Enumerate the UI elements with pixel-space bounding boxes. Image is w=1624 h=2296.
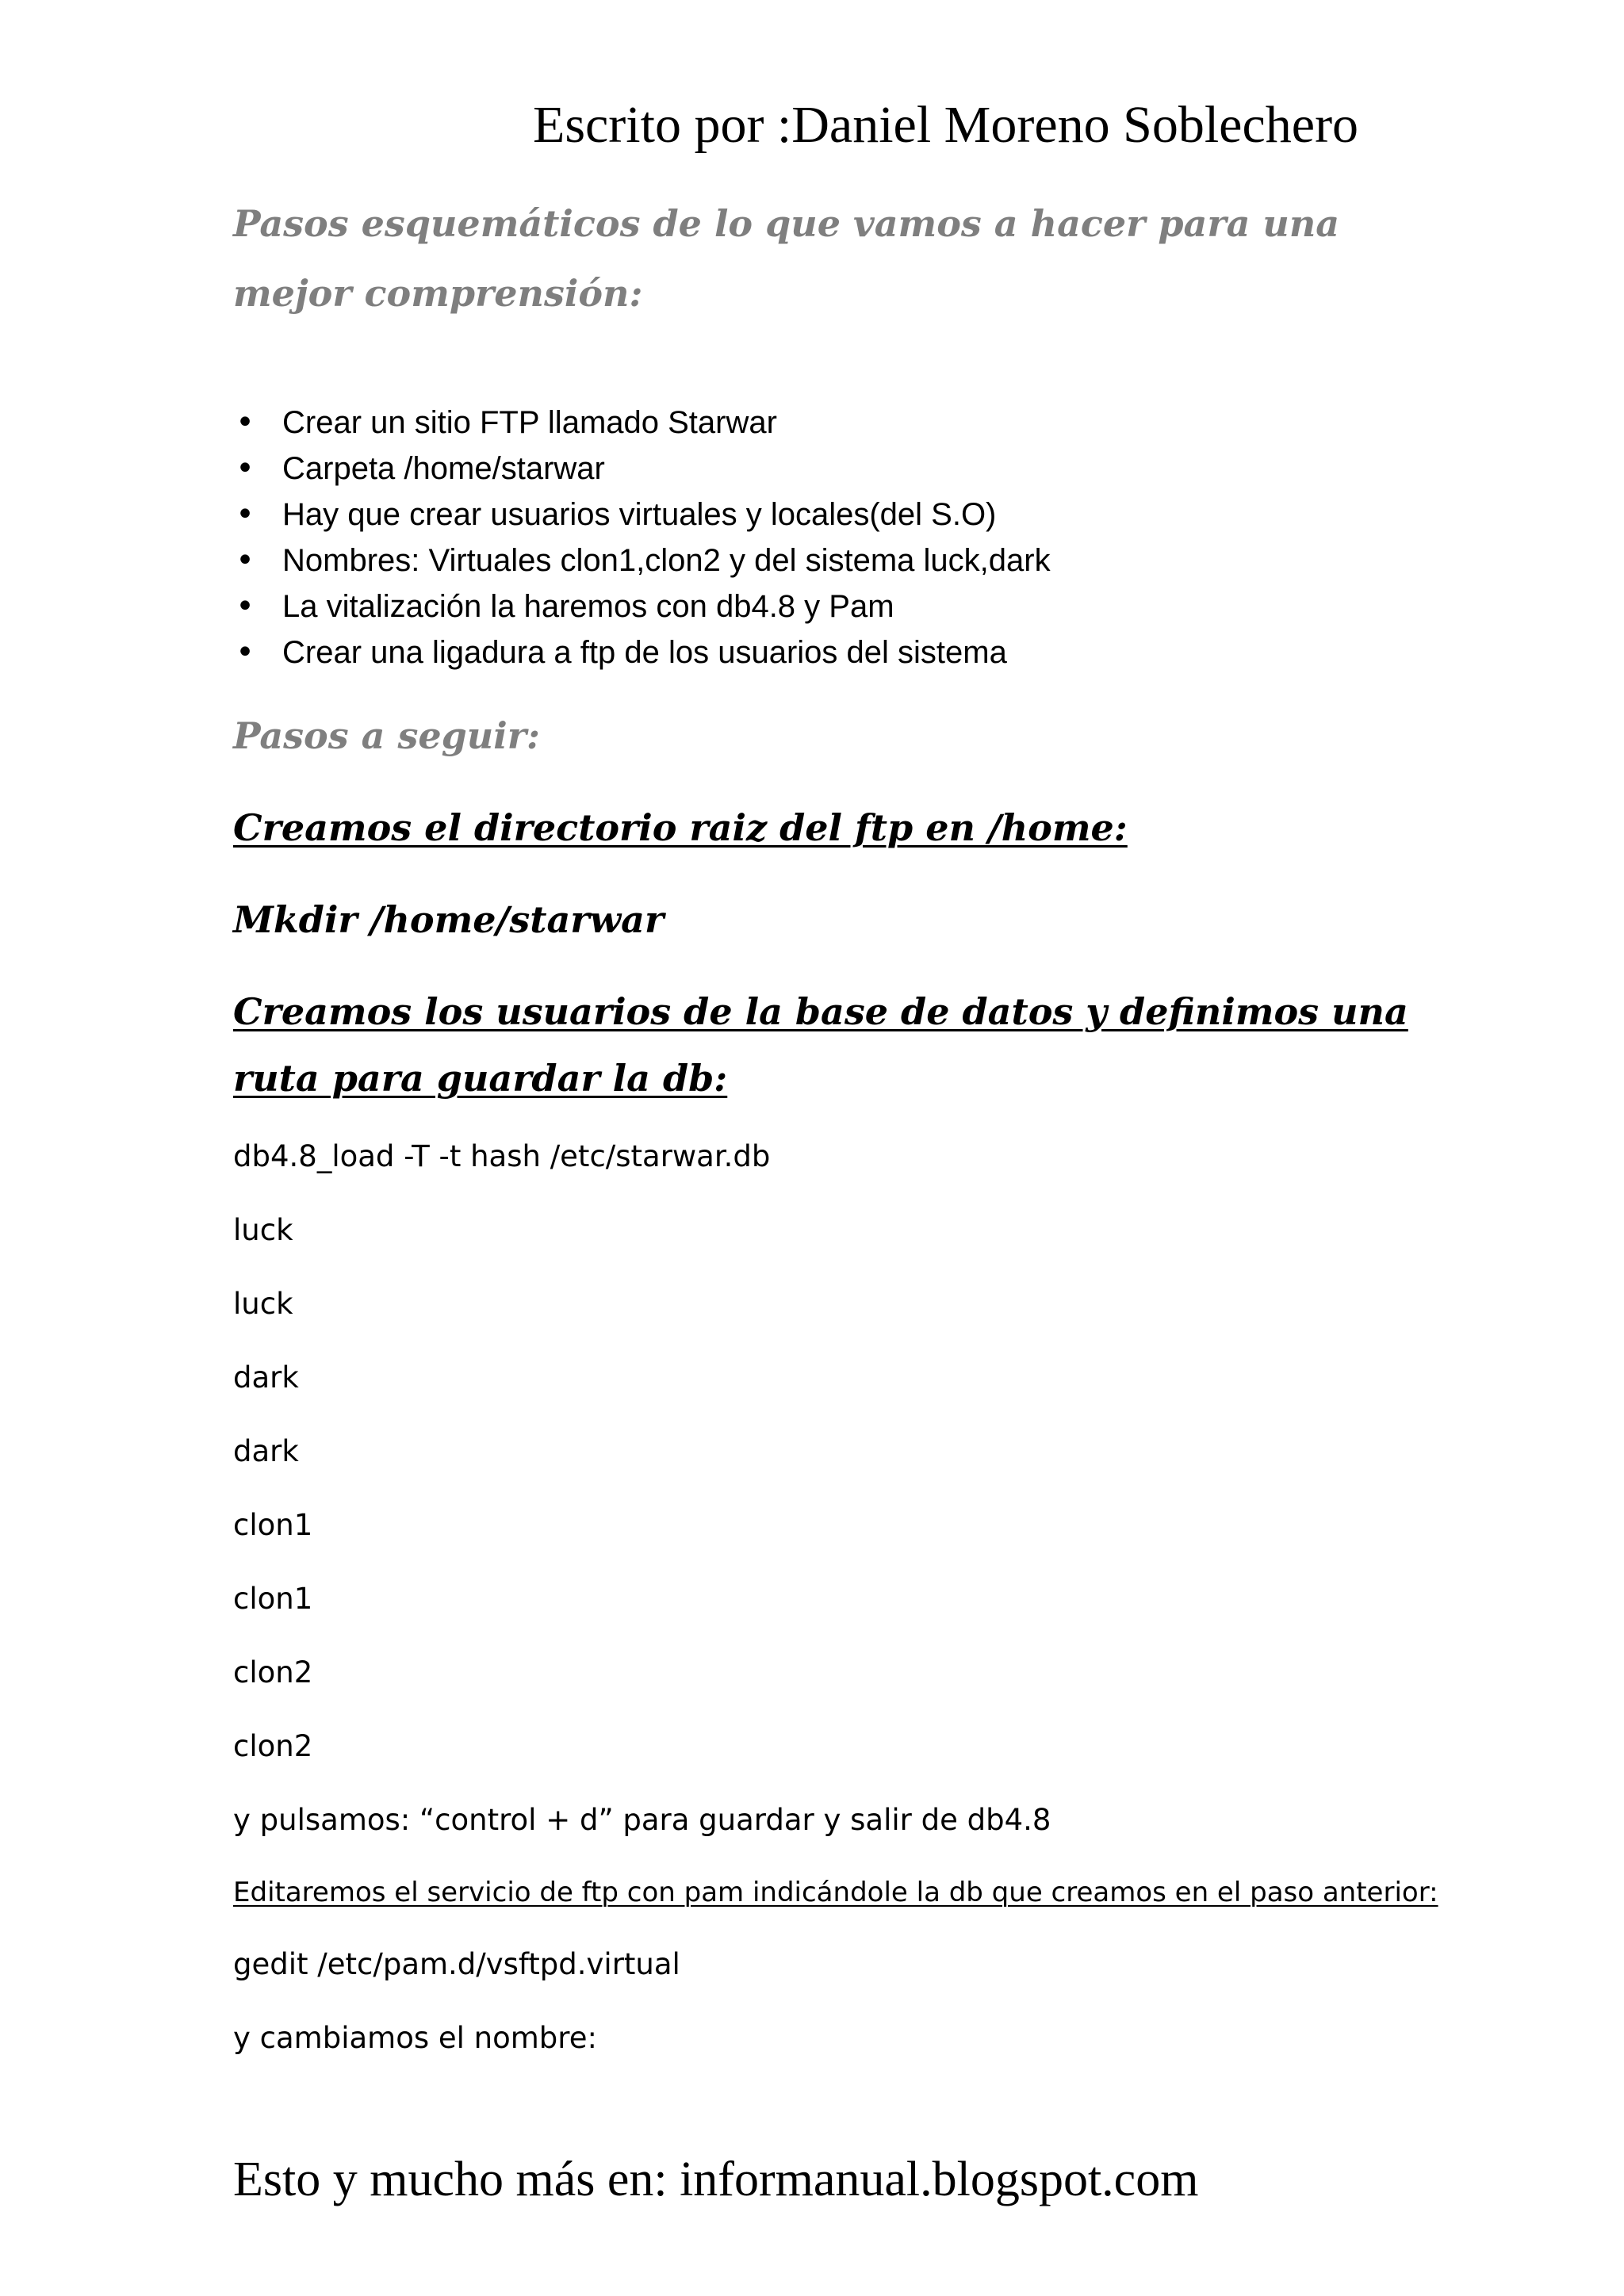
bullet-icon: • bbox=[236, 588, 255, 625]
gedit-command: gedit /etc/pam.d/vsftpd.virtual bbox=[233, 1947, 680, 1981]
bullet-icon: • bbox=[236, 496, 255, 533]
list-item bbox=[233, 538, 1051, 584]
pam-heading: Editaremos el servicio de ftp con pam indicándole la db que creamos en el paso anterior: bbox=[233, 1877, 1438, 1908]
create-users-heading-text: Creamos los usuarios de la base de datos y definimos una ruta para guardar la db: bbox=[233, 990, 1408, 1100]
list-item bbox=[233, 629, 1051, 675]
mkdir-command: Mkdir /home/starwar bbox=[233, 898, 665, 941]
list-item-text: Crear una ligadura a ftp de los usuarios del sistema bbox=[282, 635, 1007, 670]
summary-bullet-list bbox=[233, 400, 1051, 675]
footer-text: Esto y mucho más en: informanual.blogspot.com bbox=[233, 2152, 1199, 2206]
list-item-text: Nombres: Virtuales clon1,clon2 y del sistema luck,dark bbox=[282, 543, 1051, 578]
db-entry: clon2 bbox=[233, 1729, 313, 1763]
list-item bbox=[233, 446, 1051, 492]
bullet-icon: • bbox=[236, 450, 255, 487]
list-item bbox=[233, 584, 1051, 629]
create-dir-heading-text: Creamos el directorio raiz del ftp en /home: bbox=[233, 806, 1128, 849]
db-entry: clon1 bbox=[233, 1582, 313, 1616]
db-entry: luck bbox=[233, 1213, 293, 1247]
list-item-text: Carpeta /home/starwar bbox=[282, 451, 605, 486]
create-users-heading bbox=[233, 978, 1423, 1112]
author-header: Escrito por :Daniel Moreno Soblechero bbox=[533, 96, 1359, 154]
list-item bbox=[233, 400, 1051, 446]
save-note: y pulsamos: “control + d” para guardar y salir de db4.8 bbox=[233, 1803, 1051, 1837]
db-entry: clon2 bbox=[233, 1655, 313, 1689]
db-entry: luck bbox=[233, 1287, 293, 1321]
rename-note: y cambiamos el nombre: bbox=[233, 2021, 597, 2055]
db-entry: dark bbox=[233, 1434, 299, 1468]
steps-heading: Pasos a seguir: bbox=[233, 714, 540, 757]
bullet-icon: • bbox=[236, 404, 255, 441]
list-item-text: La vitalización la haremos con db4.8 y Pam bbox=[282, 589, 894, 624]
create-dir-heading bbox=[233, 794, 1128, 861]
bullet-icon: • bbox=[236, 634, 255, 671]
list-item-text: Crear un sitio FTP llamado Starwar bbox=[282, 405, 777, 440]
list-item-text: Hay que crear usuarios virtuales y locales(del S.O) bbox=[282, 497, 997, 532]
db-entry: clon1 bbox=[233, 1508, 313, 1542]
bullet-icon: • bbox=[236, 542, 255, 579]
intro-heading: Pasos esquemáticos de lo que vamos a hacer para una mejor comprensión: bbox=[233, 202, 1340, 315]
list-item bbox=[233, 492, 1051, 538]
db-load-command: db4.8_load -T -t hash /etc/starwar.db bbox=[233, 1139, 771, 1173]
db-entry: dark bbox=[233, 1360, 299, 1395]
